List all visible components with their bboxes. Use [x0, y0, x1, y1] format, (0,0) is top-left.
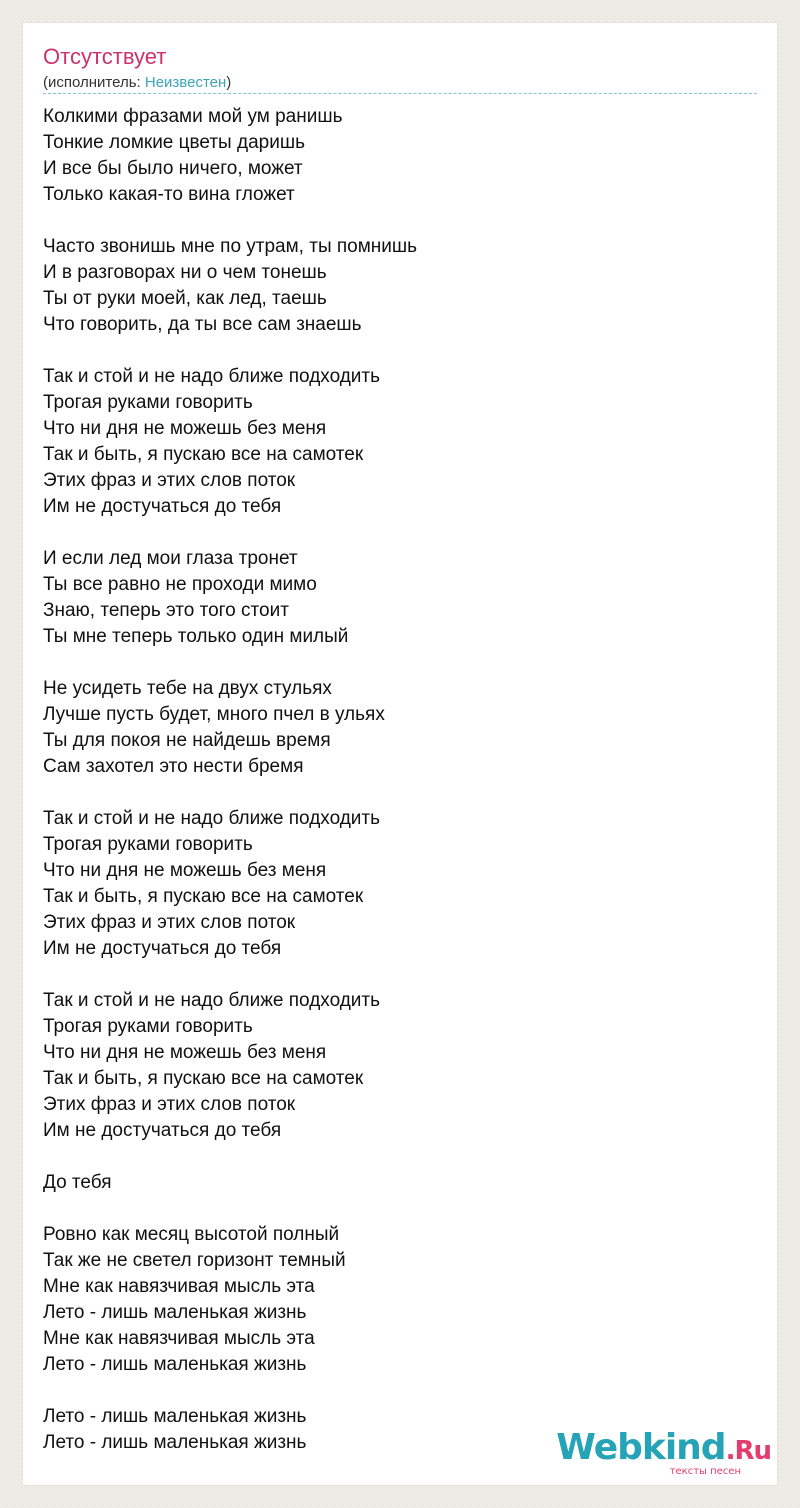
lyric-line: И в разговорах ни о чем тонешь: [43, 262, 327, 283]
lyric-line: Трогая руками говорить: [43, 834, 253, 855]
artist-link[interactable]: Неизвестен: [144, 74, 227, 91]
lyric-line: Этих фраз и этих слов поток: [43, 912, 296, 933]
lyric-line: И если лед мои глаза тронет: [43, 548, 298, 569]
lyric-line: Мне как навязчивая мысль эта: [43, 1328, 315, 1349]
lyric-line: Этих фраз и этих слов поток: [43, 470, 296, 491]
lyric-line: Ты мне теперь только один милый: [43, 626, 349, 647]
lyric-line: Только какая-то вина гложет: [43, 184, 295, 205]
lyric-line: Ты от руки моей, как лед, таешь: [43, 288, 327, 309]
lyric-line: Трогая руками говорить: [43, 1016, 253, 1037]
lyrics-card: [22, 22, 778, 1486]
lyrics-text: [43, 104, 743, 1456]
lyric-line: Им не достучаться до тебя: [43, 938, 282, 959]
stanza-gap: [43, 1144, 743, 1170]
lyric-line: Тонкие ломкие цветы даришь: [43, 132, 305, 153]
lyric-line: Так и быть, я пускаю все на самотек: [43, 1068, 364, 1089]
lyric-line: Так и стой и не надо ближе подходить: [43, 366, 381, 387]
stanza-gap: [43, 650, 743, 676]
performer-line: [43, 73, 231, 93]
lyric-line: Так же не светел горизонт темный: [43, 1250, 346, 1271]
logo-brand: Webkind: [556, 1427, 726, 1468]
lyric-line: Так и быть, я пускаю все на самотек: [43, 444, 364, 465]
lyric-line: Этих фраз и этих слов поток: [43, 1094, 296, 1115]
lyric-line: Лето - лишь маленькая жизнь: [43, 1432, 307, 1453]
lyric-line: До тебя: [43, 1172, 112, 1193]
lyric-line: Что ни дня не можешь без меня: [43, 1042, 327, 1063]
lyric-line: Им не достучаться до тебя: [43, 496, 282, 517]
logo-tagline: тексты песен: [669, 1466, 741, 1477]
lyric-line: Что ни дня не можешь без меня: [43, 860, 327, 881]
dashed-divider: [43, 93, 757, 94]
stanza-gap: [43, 1196, 743, 1222]
stanza-gap: [43, 208, 743, 234]
stanza-gap: [43, 780, 743, 806]
lyric-line: Ровно как месяц высотой полный: [43, 1224, 340, 1245]
lyric-line: Колкими фразами мой ум ранишь: [43, 106, 343, 127]
lyric-line: Сам захотел это нести бремя: [43, 756, 304, 777]
lyric-line: Так и стой и не надо ближе подходить: [43, 808, 381, 829]
performer-suffix: ): [226, 74, 232, 91]
lyric-line: Так и стой и не надо ближе подходить: [43, 990, 381, 1011]
lyric-line: Часто звонишь мне по утрам, ты помнишь: [43, 236, 418, 257]
lyric-line: Что говорить, да ты все сам знаешь: [43, 314, 362, 335]
lyric-line: Лучше пусть будет, много пчел в ульях: [43, 704, 385, 725]
lyric-line: Ты все равно не проходи мимо: [43, 574, 317, 595]
lyric-line: Ты для покоя не найдешь время: [43, 730, 331, 751]
logo-wordmark: [556, 1427, 771, 1469]
lyric-line: Трогая руками говорить: [43, 392, 253, 413]
lyric-line: И все бы было ничего, может: [43, 158, 303, 179]
stanza-gap: [43, 338, 743, 364]
stanza-gap: [43, 1378, 743, 1404]
stanza-gap: [43, 520, 743, 546]
lyric-line: Не усидеть тебе на двух стульях: [43, 678, 332, 699]
lyric-line: Им не достучаться до тебя: [43, 1120, 282, 1141]
song-title: Отсутствует: [43, 44, 167, 69]
lyric-line: Лето - лишь маленькая жизнь: [43, 1302, 307, 1323]
stanza-gap: [43, 962, 743, 988]
lyric-line: Что ни дня не можешь без меня: [43, 418, 327, 439]
logo-tld: .Ru: [725, 1436, 771, 1466]
lyric-line: Так и быть, я пускаю все на самотек: [43, 886, 364, 907]
lyric-line: Лето - лишь маленькая жизнь: [43, 1406, 307, 1427]
lyric-line: Лето - лишь маленькая жизнь: [43, 1354, 307, 1375]
performer-prefix: (исполнитель:: [43, 74, 145, 91]
lyric-line: Мне как навязчивая мысль эта: [43, 1276, 315, 1297]
site-logo[interactable]: [556, 1427, 771, 1477]
lyric-line: Знаю, теперь это того стоит: [43, 600, 289, 621]
